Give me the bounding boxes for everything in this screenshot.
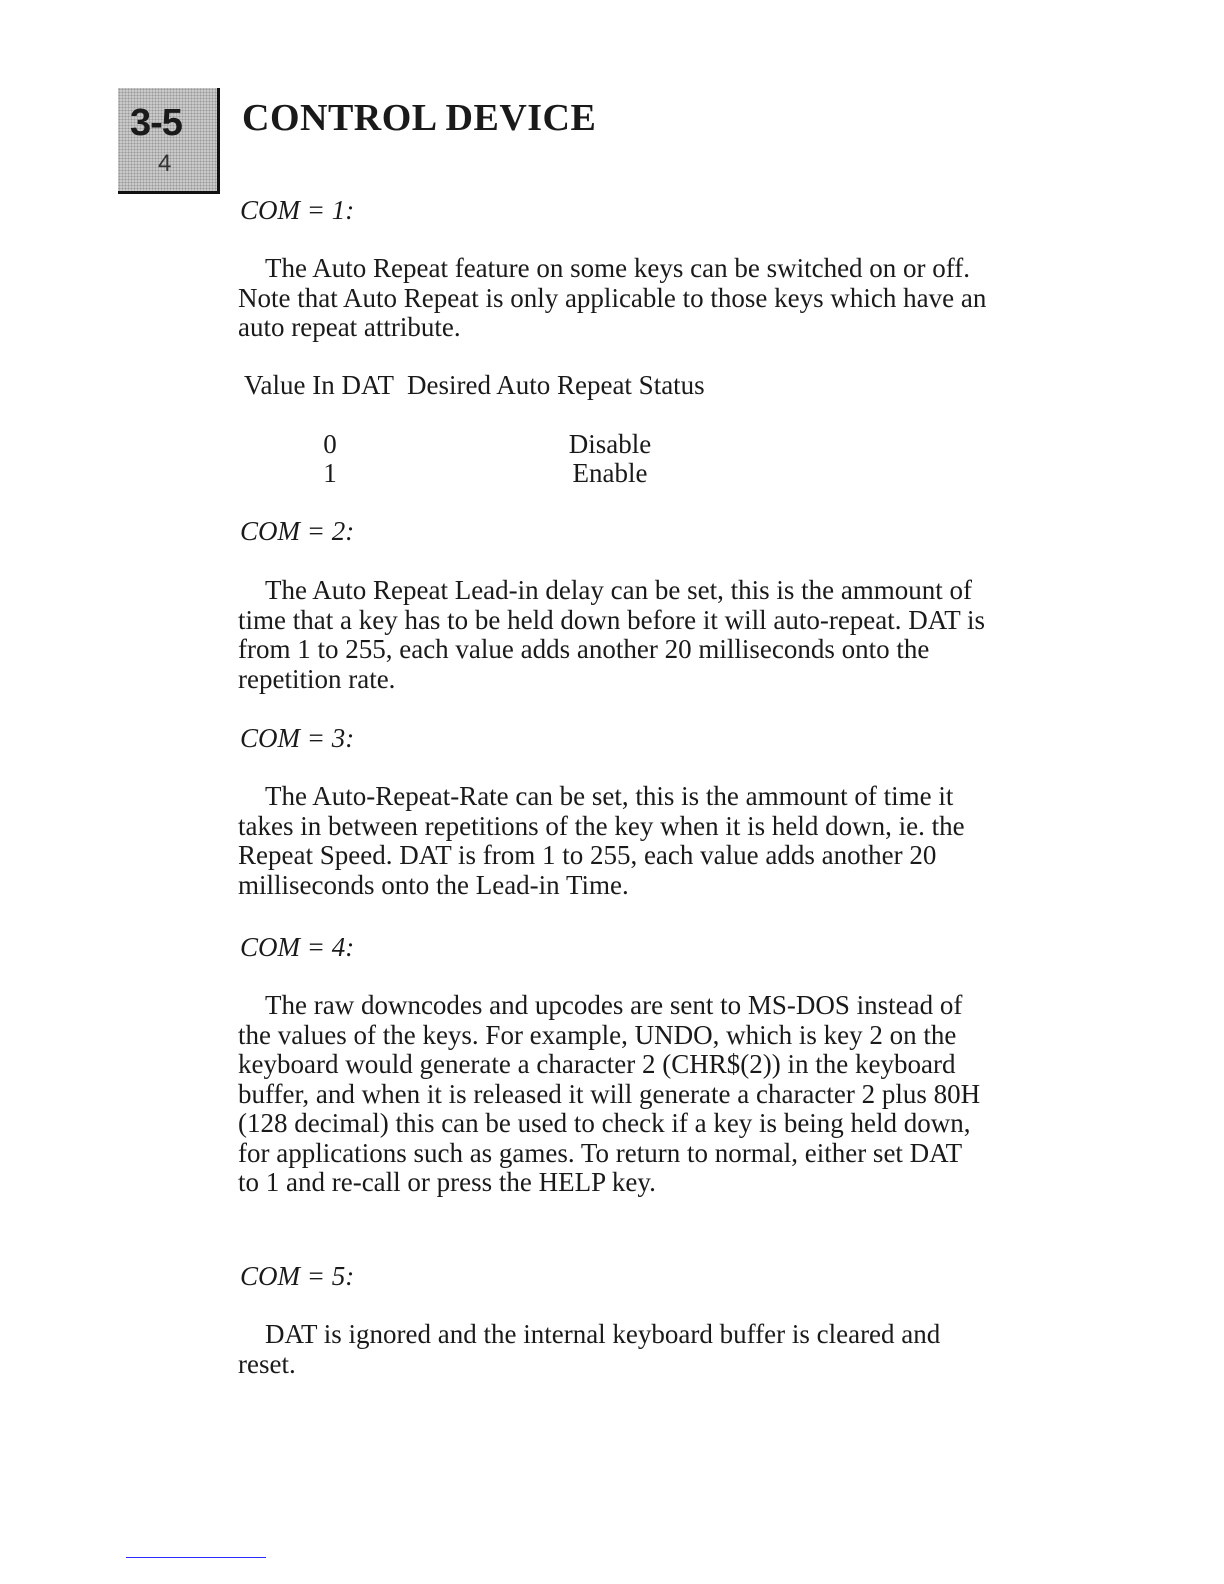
header-value-in-dat: Value In DAT	[244, 370, 394, 400]
footer-rule	[126, 1557, 266, 1558]
com2-description: The Auto Repeat Lead-in delay can be set, this is the ammount of time that a key has to be held down before it will auto-repeat. DAT is from 1 to 255, each value adds another 20 milliseconds onto the repetition rate.	[238, 575, 986, 694]
com2-label: COM = 2:	[240, 516, 355, 546]
com4-label: COM = 4:	[240, 932, 355, 962]
table-cell-value: 0	[323, 429, 337, 459]
auto-repeat-table-header	[244, 370, 705, 401]
section-number: 3-5	[130, 102, 182, 144]
com3-description: The Auto-Repeat-Rate can be set, this is the ammount of time it takes in between repetitions of the key when it is held down, ie. the Repeat Speed. DAT is from 1 to 255, each value adds another 20 milliseconds onto the Lead-in Time.	[238, 781, 965, 900]
com4-description: The raw downcodes and upcodes are sent to MS-DOS instead of the values of the keys. For example, UNDO, which is key 2 on the keyboard would generate a character 2 (CHR$(2)) in the keyboard buffer, and when it is released it will generate a character 2 plus 80H (128 decimal) this can be used to check if a key is being held down, for applications such as games. To return to normal, either set DAT to 1 and re-call or press the HELP key.	[238, 990, 981, 1197]
page-title: CONTROL DEVICE	[242, 97, 597, 139]
section-tab	[118, 88, 220, 194]
com1-label: COM = 1:	[240, 195, 355, 225]
table-cell-value: 1	[323, 458, 337, 488]
com5-description: DAT is ignored and the internal keyboard buffer is cleared and reset.	[238, 1319, 941, 1379]
table-cell-status: Disable	[568, 429, 652, 459]
com1-description: The Auto Repeat feature on some keys can be switched on or off. Note that Auto Repeat is only applicable to those keys which have an auto repeat attribute.	[238, 253, 987, 342]
table-cell-status: Enable	[572, 458, 648, 488]
com3-label: COM = 3:	[240, 723, 355, 753]
header-desired-status: Desired Auto Repeat Status	[406, 370, 705, 400]
com5-label: COM = 5:	[240, 1261, 355, 1291]
section-subnumber: 4	[158, 150, 172, 177]
